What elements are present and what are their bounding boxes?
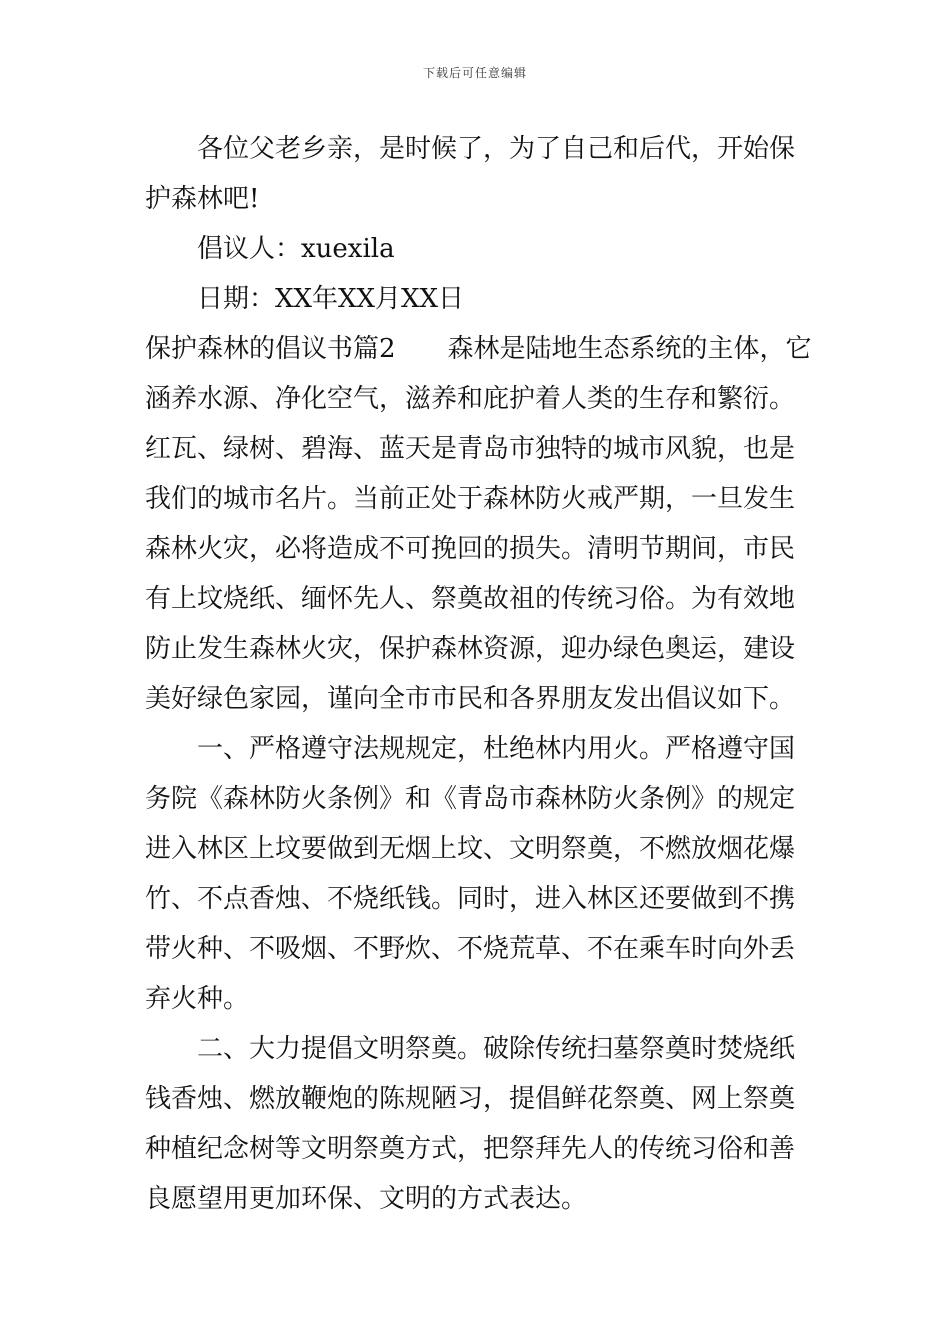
page-header-note: 下载后可任意编辑 bbox=[422, 66, 527, 80]
paragraph-line: 钱香烛、燃放鞭炮的陈规陋习，提倡鲜花祭奠、网上祭奠 bbox=[145, 1084, 796, 1114]
paragraph-line: 种植纪念树等文明祭奠方式，把祭拜先人的传统习俗和善 bbox=[145, 1134, 796, 1164]
paragraph-line: 涵养水源、净化空气，滋养和庇护着人类的生存和繁衍。 bbox=[145, 384, 796, 414]
paragraph-line: 护森林吧! bbox=[145, 184, 260, 214]
paragraph-line: 带火种、不吸烟、不野炊、不烧荒草、不在乘车时向外丢 bbox=[145, 934, 796, 964]
paragraph-line: 森林火灾，必将造成不可挽回的损失。清明节期间，市民 bbox=[145, 534, 796, 564]
paragraph-line: 一、严格遵守法规规定，杜绝林内用火。严格遵守国 bbox=[197, 734, 796, 764]
paragraph-line: 进入林区上坟要做到无烟上坟、文明祭奠，不燃放烟花爆 bbox=[145, 834, 796, 864]
paragraph-line: 竹、不点香烛、不烧纸钱。同时，进入林区还要做到不携 bbox=[145, 884, 796, 914]
paragraph-line: 各位父老乡亲，是时候了，为了自己和后代，开始保 bbox=[197, 134, 796, 164]
paragraph-line: 良愿望用更加环保、文明的方式表达。 bbox=[145, 1184, 588, 1214]
paragraph-line: 防止发生森林火灾，保护森林资源，迎办绿色奥运，建设 bbox=[145, 634, 796, 664]
section-title-line: 保护森林的倡议书篇2 森林是陆地生态系统的主体，它 bbox=[145, 334, 812, 364]
paragraph-line: 红瓦、绿树、碧海、蓝天是青岛市独特的城市风貌，也是 bbox=[145, 434, 796, 464]
date-line: 日期：XX年XX月XX日 bbox=[197, 284, 465, 314]
paragraph-line: 我们的城市名片。当前正处于森林防火戒严期，一旦发生 bbox=[145, 484, 796, 514]
paragraph-line: 美好绿色家园，谨向全市市民和各界朋友发出倡议如下。 bbox=[145, 684, 796, 714]
paragraph-line: 弃火种。 bbox=[145, 984, 250, 1014]
document-body bbox=[145, 124, 812, 1224]
paragraph-line: 务院《森林防火条例》和《青岛市森林防火条例》的规定 bbox=[145, 784, 796, 814]
paragraph-line: 有上坟烧纸、缅怀先人、祭奠故祖的传统习俗。为有效地 bbox=[145, 584, 796, 614]
signatory-line: 倡议人：xuexila bbox=[197, 234, 395, 264]
paragraph-line: 二、大力提倡文明祭奠。破除传统扫墓祭奠时焚烧纸 bbox=[197, 1034, 796, 1064]
